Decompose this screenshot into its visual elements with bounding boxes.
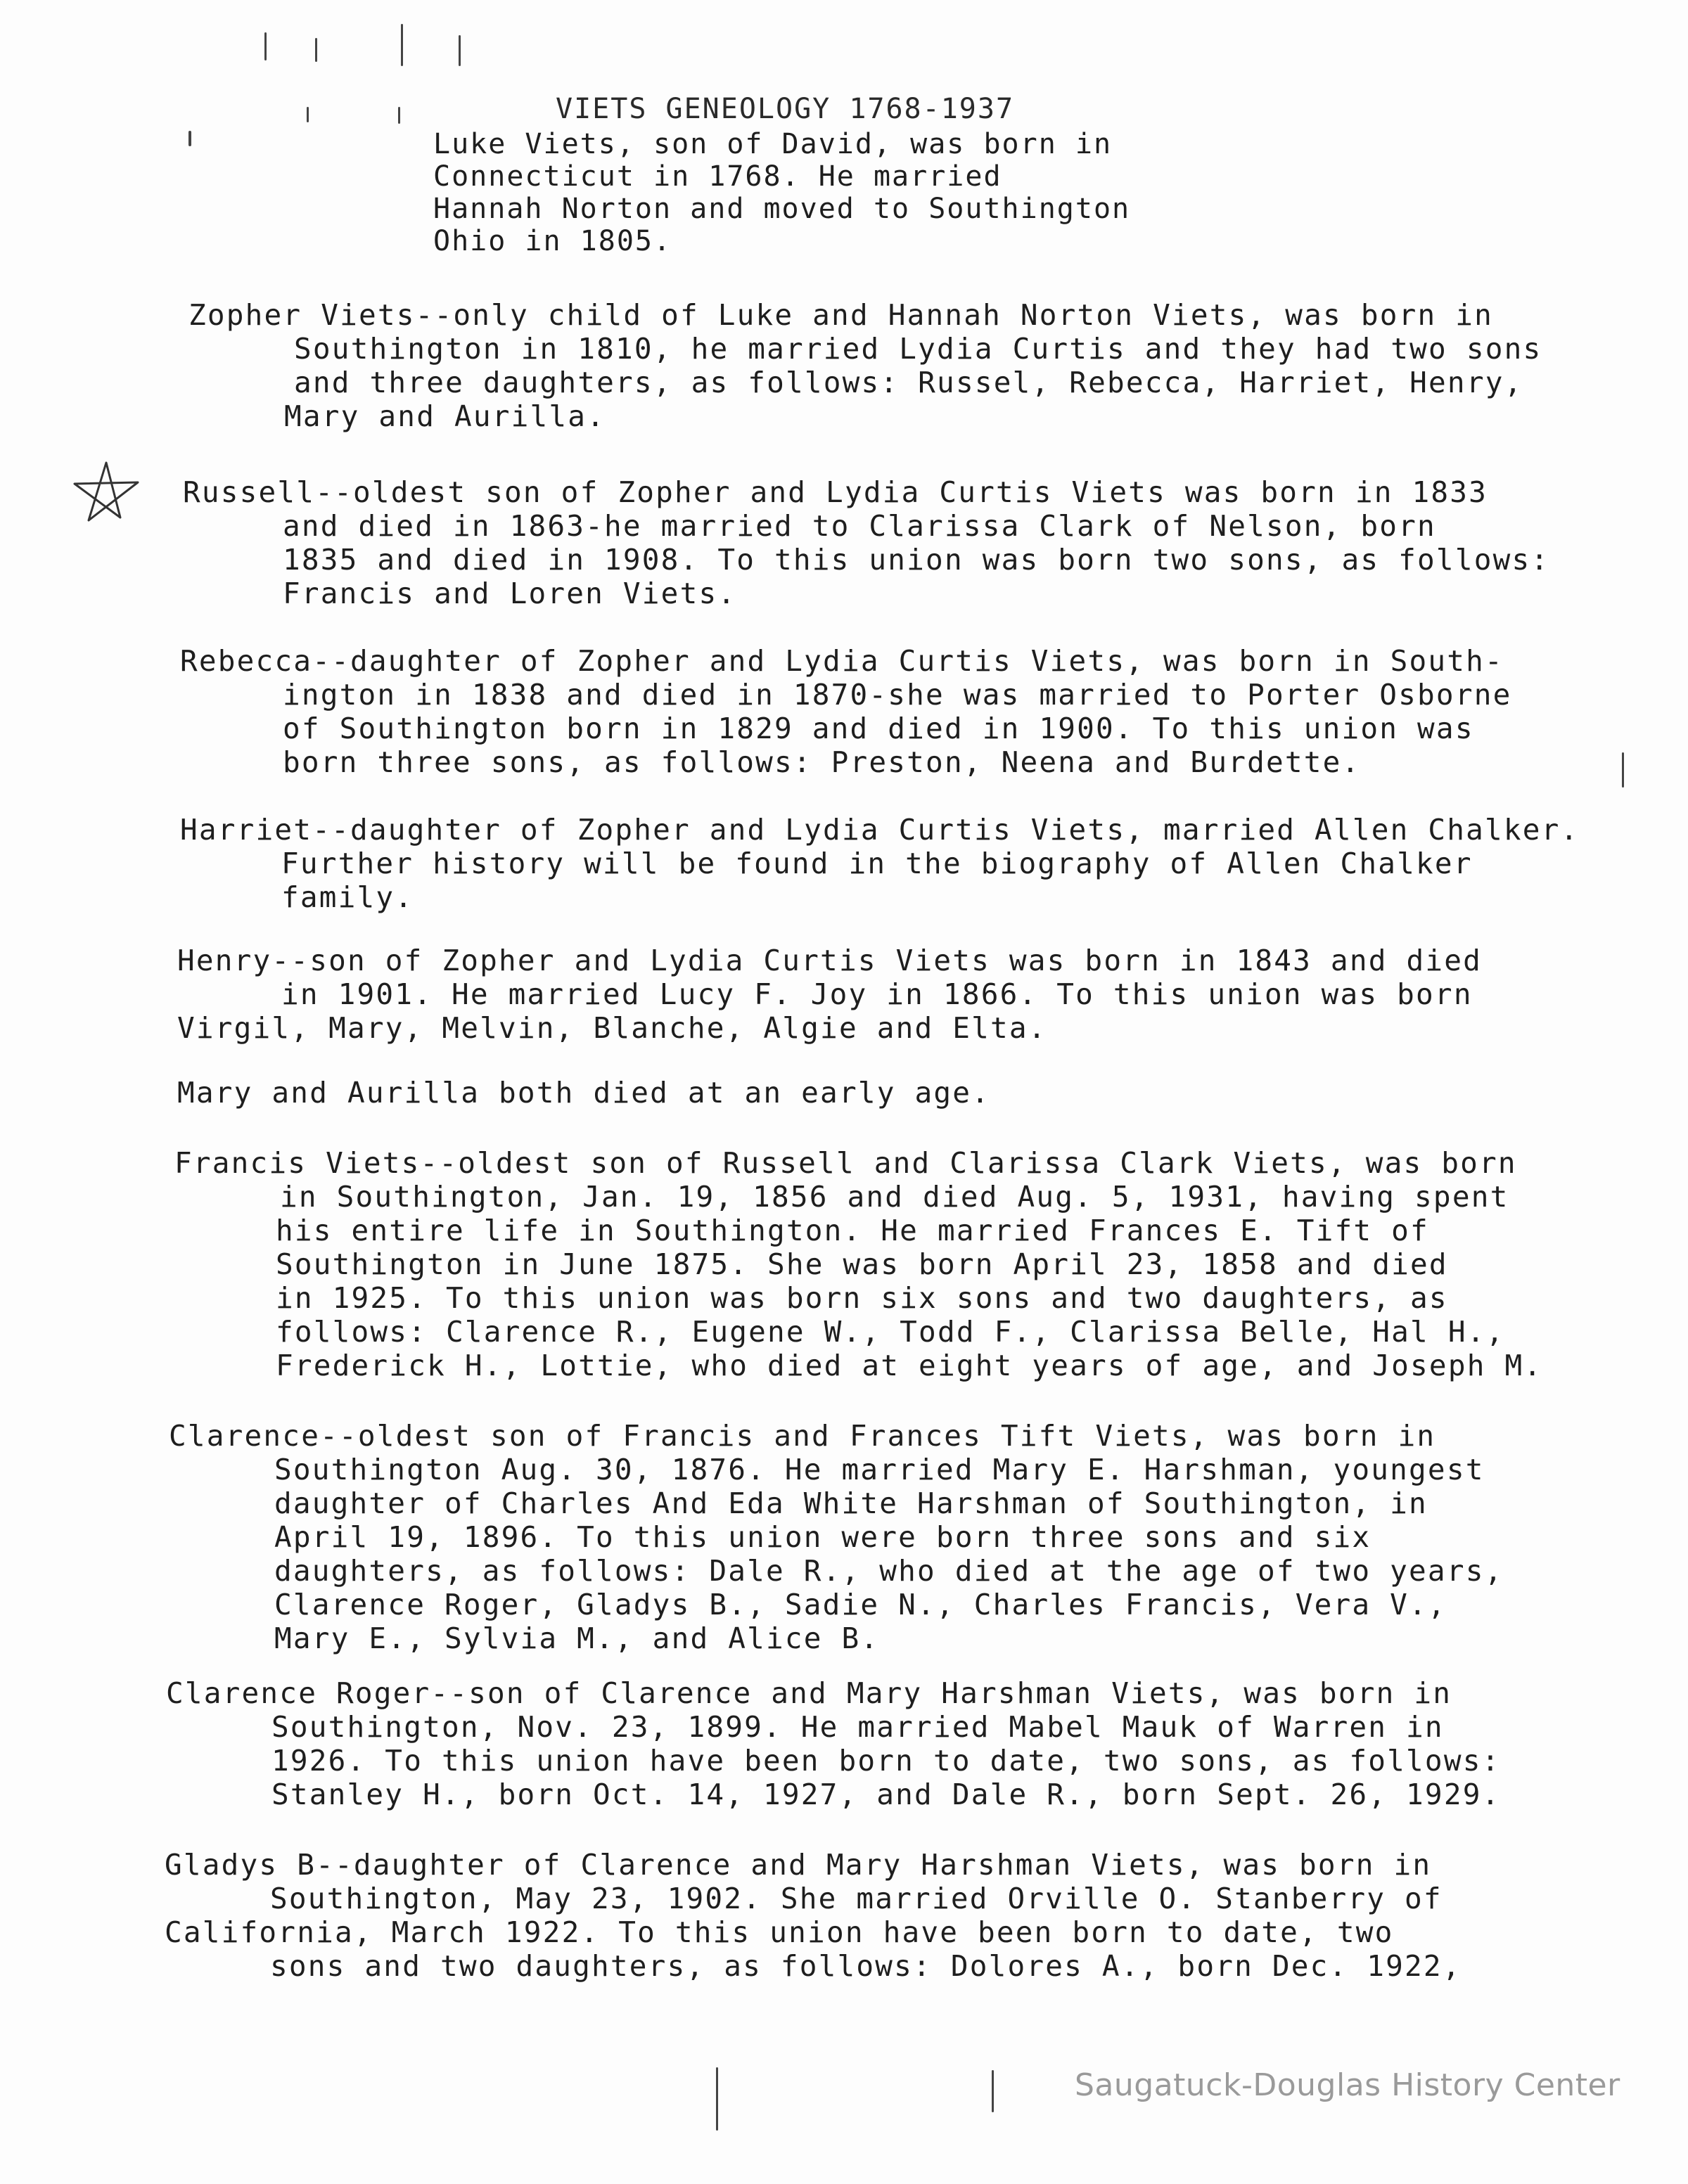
document-title: VIETS GENEOLOGY 1768-1937 [556, 93, 1015, 125]
paragraph-francis [174, 1146, 1542, 1382]
scan-mark [307, 107, 309, 122]
scan-mark [188, 131, 191, 146]
paragraph-zopher [188, 298, 1542, 433]
paragraph-line: Henry--son of Zopher and Lydia Curtis Viets was born in 1843 and died [177, 944, 1483, 977]
paragraph-line: follows: Clarence R., Eugene W., Todd F., Clarissa Belle, Hal H., [276, 1315, 1505, 1349]
paragraph-rebecca [180, 644, 1511, 779]
paragraph-line: 1835 and died in 1908. To this union was born two sons, as follows: [283, 543, 1550, 577]
intro-paragraph: Luke Viets, son of David, was born in Connecticut in 1768. He married Hannah Norton and moved to Southington Ohio in 1805. [433, 128, 1131, 257]
scan-mark [401, 24, 403, 66]
paragraph-line: born three sons, as follows: Preston, Neena and Burdette. [283, 745, 1361, 779]
paragraph-line: Mary E., Sylvia M., and Alice B. [274, 1621, 880, 1655]
paragraph-line: and three daughters, as follows: Russel, Rebecca, Harriet, Henry, [294, 366, 1523, 399]
paragraph-line: daughters, as follows: Dale R., who died at the age of two years, [274, 1554, 1504, 1588]
paragraph-line: Clarence--oldest son of Francis and Frances Tift Viets, was born in [169, 1419, 1436, 1453]
paragraph-line: Mary and Aurilla. [284, 399, 606, 433]
paragraph-line: Harriet--daughter of Zopher and Lydia Curtis Viets, married Allen Chalker. [180, 813, 1580, 847]
paragraph-line: of Southington born in 1829 and died in 1900. To this union was [283, 712, 1474, 745]
paragraph-line: Stanley H., born Oct. 14, 1927, and Dale R., born Sept. 26, 1929. [271, 1778, 1501, 1811]
paragraph-line: April 19, 1896. To this union were born three sons and six [274, 1520, 1372, 1554]
paragraph-line: daughter of Charles And Eda White Harshman of Southington, in [274, 1486, 1428, 1520]
paragraph-line: family. [281, 880, 414, 914]
paragraph-harriet [180, 813, 1579, 914]
paragraph-line: in Southington, Jan. 19, 1856 and died Aug. 5, 1931, having spent [280, 1180, 1509, 1214]
paragraph-line: Clarence Roger, Gladys B., Sadie N., Charles Francis, Vera V., [274, 1588, 1447, 1621]
scan-mark [459, 35, 461, 66]
paragraph-line: sons and two daughters, as follows: Dolores A., born Dec. 1922, [270, 1949, 1462, 1983]
paragraph-clarence-roger [166, 1676, 1500, 1811]
paragraph-line: California, March 1922. To this union have been born to date, two [165, 1915, 1394, 1949]
paragraph-line: Southington in 1810, he married Lydia Curtis and they had two sons [294, 332, 1542, 366]
paragraph-line: Francis Viets--oldest son of Russell and Clarissa Clark Viets, was born [174, 1146, 1517, 1180]
scan-mark [398, 107, 400, 124]
paragraph-line: Russell--oldest son of Zopher and Lydia Curtis Viets was born in 1833 [183, 475, 1488, 509]
paragraph-gladys [165, 1848, 1462, 1983]
paragraph-line: Zopher Viets--only child of Luke and Hannah Norton Viets, was born in [188, 298, 1494, 332]
paragraph-line: ington in 1838 and died in 1870-she was married to Porter Osborne [283, 678, 1512, 712]
paragraph-line: Gladys B--daughter of Clarence and Mary Harshman Viets, was born in [165, 1848, 1432, 1882]
paragraph-line: in 1901. He married Lucy F. Joy in 1866. To this union was born [281, 977, 1473, 1011]
paragraph-line: Francis and Loren Viets. [283, 577, 737, 610]
paragraph-clarence [169, 1419, 1503, 1655]
scan-mark [1622, 752, 1624, 788]
scan-mark [315, 38, 317, 62]
scan-mark [264, 32, 267, 60]
paragraph-line: Frederick H., Lottie, who died at eight years of age, and Joseph M. [276, 1349, 1543, 1382]
paragraph-line: Southington in June 1875. She was born April 23, 1858 and died [276, 1247, 1448, 1281]
paragraph-line: his entire life in Southington. He married Frances E. Tift of [276, 1214, 1429, 1247]
paragraph-line: Southington Aug. 30, 1876. He married Mary E. Harshman, youngest [274, 1453, 1485, 1486]
paragraph-russell [183, 475, 1549, 610]
paragraph-henry [177, 944, 1482, 1045]
paragraph-line: 1926. To this union have been born to date, two sons, as follows: [271, 1744, 1501, 1778]
hand-drawn-star-icon [68, 456, 145, 526]
paragraph-line: in 1925. To this union was born six sons and two daughters, as [276, 1281, 1448, 1315]
paragraph-line: Mary and Aurilla both died at an early age. [177, 1076, 991, 1110]
paragraph-line: Southington, Nov. 23, 1899. He married Mabel Mauk of Warren in [271, 1710, 1444, 1744]
paragraph-line: Rebecca--daughter of Zopher and Lydia Curtis Viets, was born in South- [180, 644, 1504, 678]
paragraph-line: Clarence Roger--son of Clarence and Mary Harshman Viets, was born in [166, 1676, 1452, 1710]
paragraph-line: Further history will be found in the biography of Allen Chalker [281, 847, 1473, 880]
scan-mark [992, 2070, 994, 2112]
paragraph-line: Southington, May 23, 1902. She married Orville O. Stanberry of [270, 1882, 1443, 1915]
history-center-watermark: Saugatuck-Douglas History Center [1075, 2067, 1620, 2103]
paragraph-line: and died in 1863-he married to Clarissa Clark of Nelson, born [283, 509, 1436, 543]
scan-mark [716, 2067, 718, 2131]
paragraph-line: Virgil, Mary, Melvin, Blanche, Algie and Elta. [177, 1011, 1047, 1045]
paragraph-mary-aurilla [177, 1076, 990, 1110]
